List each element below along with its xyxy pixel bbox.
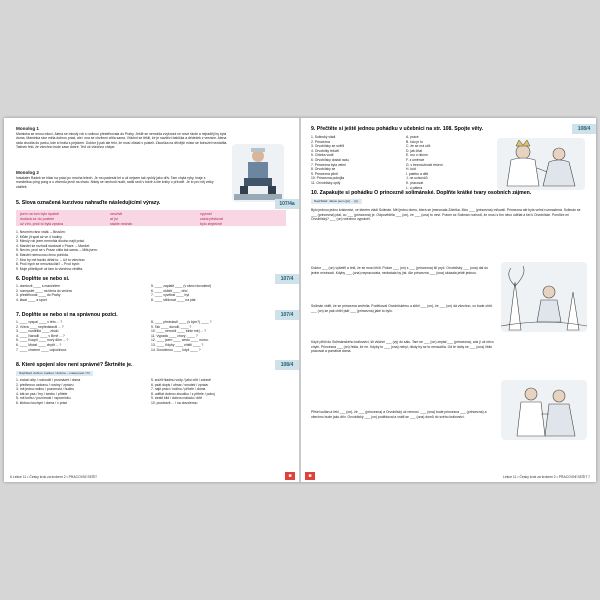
exercise-10-paragraph-5: Přišel sultán a řekl ___ (on), že ___ (princezna) a Orvobílský už nemusí. ___ (ona) bude princezna ___ (princezna) a všechno bude jako dřív. Orvobílský ___ (on) poděkoval a vrátil se ___ (ona) domů do svého království. [311, 410, 488, 419]
publisher-logo-icon-right: ■ [305, 472, 315, 480]
right-page [301, 118, 596, 482]
couple-illustration [501, 380, 587, 440]
workbook-spread [4, 118, 596, 482]
left-footer [10, 475, 97, 479]
publisher-logo-icon: ■ [285, 472, 295, 480]
exercise-5-page-ref: 107/4a [275, 199, 299, 209]
exercise-8-body: 1. získat účty / rozloučit / procházet / doma 2. přečtenou ozdravu / noviny / zprávu 3. mít jednu rodinu / pozornost / hudbu 4. bát se psa / hry / sestru / přítele 5. mít knihu / pozornost / vzpomínku 6. klidnou kuchyni / doma / v práci 5. snížit hladinu vody / jako cítit / zdravě 6. psát dopis / obraz / smutek / zprávu 7. najít práci / rodinu / přítele / doma 8. udělat dobrou zkoušku / z přítele / pokoj 9. ztratit klid / dobrou náladu / dítě 10. pozdravit ... / na dovolenou [16, 378, 215, 405]
exercise-5-lines: 1. Neumím ráno vstát. – Bruslím: 2. Může jít spát až ve 4 hodiny. 3. Minulý rok jsem nemohla dlouho najít práci. 4. Manžel se rozhodl studovat v Praze. – Manžel: 5. Nevím, proč se v Praze cítila tak sama. – Milá jsem: 6. Manžel nemocnou ženu pohlídá. 7. Moc by mě bavilo dělat to. – Už to všechno: 8. Proč bych se nerozloučila? – Proč bych: 9. Moje přítelkyně už tam to všechno věděla. [16, 230, 98, 271]
monolog-1-text: Maminka se mnou mluví. Alena se minulý rok s rodinou přestěhovala do Prahy. Ještě se nemohla zvyknout ve nové škole a nejraději by byla doma. Maminka sice měla dobrou práci, ale i ona se chvílemi cítila sama. Všichni se těšili, že je navštíví babička a dědeček z vesnice. Alena ráda chodila do parku, kde si hrála s pejskem. Doktor ji pak ale řekl, že musí zůstat v posteli. Zkouška na dřívější místo se bohužel nezdařila. Tatínek řekl, že všechno bude zase dobré. Teď už všechno chápe. [16, 131, 229, 150]
exercise-10-hint: Například: Jakou jsem (já) ... (jí). [311, 199, 362, 204]
exercise-8-title: 8. Které spojení slov není správné? Škrtněte je. [16, 362, 133, 368]
exercise-8-hint: Napříkad: dobrou matkou / dobrou – nakupovat / žít [16, 371, 93, 376]
exercise-10-paragraph-4: Když přišli do Solimánského království, šli všichni ___ (vy) do sálu. Tam se ___ (on) zeptal ___ (princezna), zda jí už něco chybí. Princezna ___ (on) řekla, že ne. Kdyby tu ___ (ona) nebyl, nikdy by se to nenaučila. Od té doby se ___ (ona) líbilo pracovat a pomáhat doma. [311, 340, 495, 354]
exercise-10-title: 10. Zapakujte si pohádku O princezně solimánské. Doplňte krátké tvary osobních zájmen. [311, 190, 532, 196]
monolog-2-title: Monolog 2 [16, 170, 39, 175]
exercise-9-page-ref: 108/4 [572, 124, 596, 134]
exercise-8-page-ref: 108/4 [275, 360, 299, 370]
exercise-10-paragraph-2: Doktor ___ (on) vyšetřil a řekl, že se musí léčit. Potom ___ (on) s ___ (princezna) šli pryč. Orvobílský ___ (ona) dal do jedné místnosti. Kdyby ___ (ona) nepracovala, nedostala by jíst. Ale princezna ___ (ona) ukázala ještě jednou. [311, 266, 489, 275]
king-princess-illustration [497, 138, 585, 190]
left-page [4, 118, 299, 482]
word-column-c: vyprosť začal pěstovat bylo zbytečné [200, 212, 223, 226]
left-footer-text: Lekce 11 • Česky krok za krokem 2 • PRACOVNÍ SEŠIT [12, 475, 98, 479]
monolog-1-title: Monolog 1 [16, 126, 39, 131]
exercise-7-page-ref: 107/4 [275, 310, 299, 320]
exercise-10-paragraph-3: Solimán viděl, že se princezna změnila. Poděkoval Orvobílskému a slíbil ___ (on), že ___ (on) dá všechno, co bude chtít. ___ (on) se pak chtěl ptát ___ (princezna) jaké to bylo. [311, 304, 494, 313]
monolog-1 [16, 126, 231, 150]
monolog-2 [16, 170, 216, 189]
exercise-6-body: 1. domluvit ____ s manželem 2. rozmyslet ____ na téma do večera 3. přestěhovat ____ do Prahy 4. lásat ____ a sport 5. ____ zaplatit ____ (v rámci dovolené) 6. ____ uklidit ____ věci 7. ____ vyvětrat ____ byt 8. ____ stěžovat ____ na plat [16, 284, 212, 302]
right-footer-text: Lekce 11 • Česky krok za krokem 2 • PRACOVNÍ SEŠIT [502, 475, 588, 479]
exercise-5-title: 5. Slova označená kurzívou nahraďte následujícími výrazy. [16, 200, 161, 206]
exercise-9-title: 9. Přečtěte si ještě jednou pohádku v učebnici na str. 108. Spojte věty. [311, 126, 484, 132]
word-column-a: jsem na tom bylo špatně dodává se do postele už vím, proč to byla zpráva [20, 212, 63, 226]
exercise-7-body: 1. ____ vyspal ____ v této ... ? 2. Včera ____ nepředstavili ... ? 3. ____ rozdělila ____ zboží. 4. ____ Narodil ____ v Brně ... ? 5. ____ Koupil ____ nový dům ... ? 6. ____ Musel ____ chytit ... ? 7. ____ chceme ____ odpočinout. 8. ____ představil ____ (s kým?) ____ ? 9. Tak ____ dovolil, ____ ? 10. ____ nemohl ____ tuhle měj ... ? 11. Vypadá ____ chorý, ____ ? 12. ____ jsem ____ cestu ____ nomo. 13. ____ Kdyby ____ chtěli ____ ? 14. Dovolenou ____ když ____ ? [16, 320, 212, 352]
monolog-2-text: Instalatér Radek se hlásí na práci po mnoha letech. Je mu padesát let a už nejsem tak rychlý jako dřív. Tam chytá ryby, hraje s manželkou ping pong a o víkendu jezdí na chatu. Nikdy se nechodí nudit, radši sedí v trávě a čte knihy o přírodě. Je to pro něj velký zážitek. [16, 175, 215, 189]
exercise-7-title: 7. Doplňte se nebo si na správnou pozici. [16, 312, 118, 318]
word-column-b: neuživit ať jsi stačte nechán [110, 212, 133, 226]
right-page-number: 7 [588, 475, 590, 479]
right-footer [503, 475, 590, 479]
exercise-5-word-box [16, 210, 286, 226]
exercise-6-title: 6. Doplňte se nebo si. [16, 276, 70, 282]
forest-scene-illustration [501, 262, 587, 332]
man-sitting-illustration [232, 144, 284, 202]
exercise-9-body: 1. Solinský vládl 2. Princezna 3. Orvobílsky se svěřil 4. Orvobílky řekcěl 5. Chteka vodil 6. Orvobílsky dostal radu, 7. Princezna byla velmi 8. Orvobílsky se 9. Princezna pilně 10. Princezna pokojila 11. Orvobílsky opilý A. práce B. kdo je to C. že se má učit D. jak čítat E. mu o nikom F. z uměnce G. v bezmožnosti řešení. H. kód I. palebu a děti J. ne ucisovčů K. pracovat L. u pátera [311, 135, 444, 190]
left-page-number: 6 [10, 475, 12, 479]
exercise-6-page-ref: 107/4 [275, 274, 299, 284]
exercise-10-paragraph-1: Bylo jednou jedno království, ve kterém vládl Solimán. Měl jednu dceru, která se jmenovala Zdeňka. Mou ___ (princezna) milovali. Princezna ale byla velmi rozmazlená. Solimán se ___ (princezna) ptal, co ___ (princezna) je. Odpověděla ___ (on), že ___ (ona) to neví. Potom se Solimán rozhodl, že musí s tím něco udělat a šel k Orvobílské. Pomůže mi Orvobílský? ___ (on) všechno vyprávěl. [311, 208, 582, 222]
